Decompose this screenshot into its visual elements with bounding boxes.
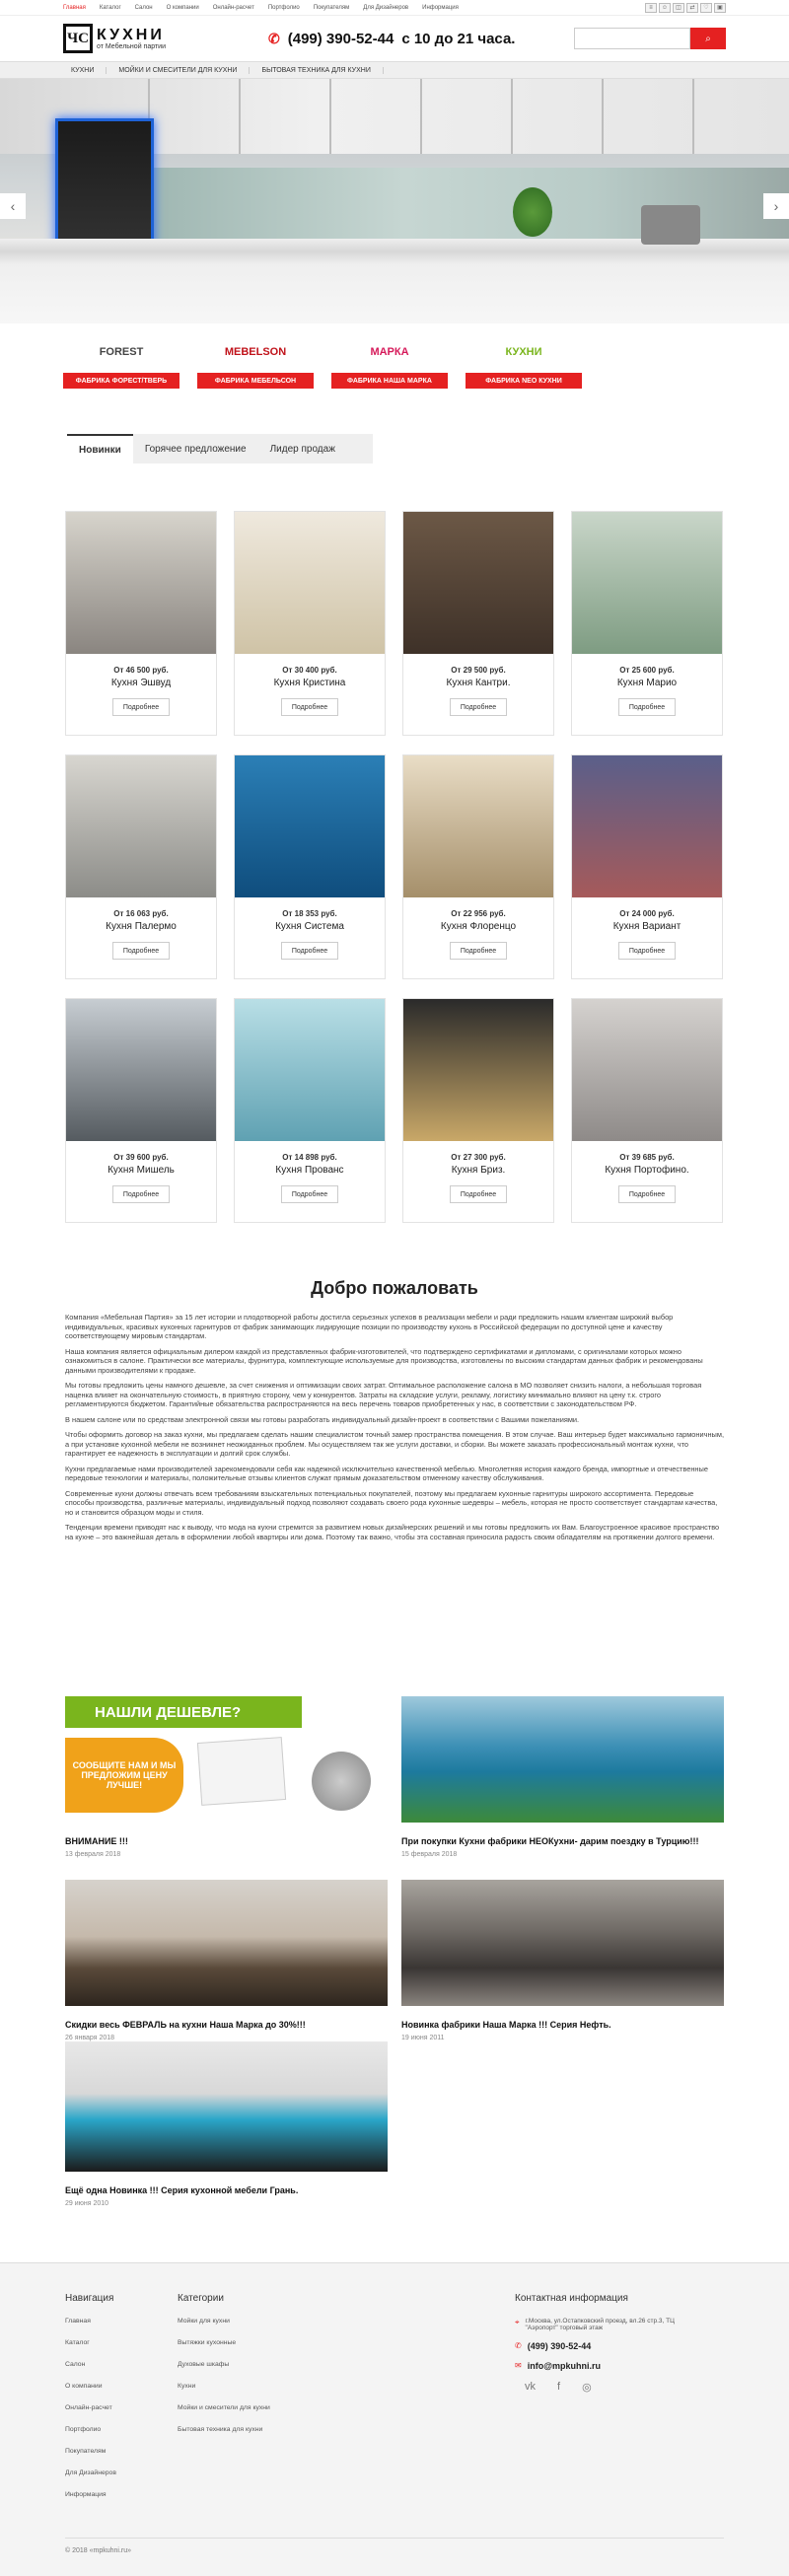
category-nav-item[interactable]: МОЙКИ И СМЕСИТЕЛИ ДЛЯ КУХНИ [107, 67, 250, 74]
top-nav-item[interactable]: Для Дизайнеров [363, 4, 409, 11]
product-card[interactable] [234, 998, 386, 1223]
product-image[interactable] [403, 755, 553, 897]
footer-nav-link[interactable]: Каталог [65, 2339, 90, 2346]
news-date: 19 июня 2011 [401, 2035, 445, 2041]
product-card[interactable] [402, 511, 554, 736]
news-item [65, 2041, 388, 2207]
product-price: От 30 400 руб. [282, 666, 337, 675]
product-details-button[interactable]: Подробнее [281, 1185, 338, 1203]
factory-item [67, 341, 176, 389]
product-card[interactable] [65, 998, 217, 1223]
product-image[interactable] [572, 999, 722, 1141]
news-item [65, 1696, 388, 1858]
product-image[interactable] [572, 512, 722, 654]
product-price: От 46 500 руб. [113, 666, 169, 675]
product-details-button[interactable]: Подробнее [281, 942, 338, 960]
news-image[interactable] [65, 1880, 388, 2006]
email-icon: ✉ [515, 2361, 522, 2370]
news-title[interactable]: ВНИМАНИЕ !!! [65, 1836, 128, 1846]
welcome-title: Добро пожаловать [311, 1278, 478, 1298]
product-price: От 29 500 руб. [451, 666, 506, 675]
contact-email-text[interactable]: info@mpkuhni.ru [527, 2361, 601, 2371]
news-date: 29 июня 2010 [65, 2200, 109, 2207]
product-image[interactable] [66, 999, 216, 1141]
footer-nav-link[interactable]: Главная [65, 2318, 91, 2325]
factory-logo[interactable]: MEBELSON [224, 346, 287, 358]
welcome-paragraph: Чтобы оформить договор на заказ кухни, мы предлагаем сделать нашим специалистом точный замер пространства помещения. В этом случае. Ваш интерьер будет максимально гармоничным, а при установке кухонной мебели не возникнет неожиданных проблем. Мы осуществляем так же услуги доставки, и сборки. Вы можете заказать профессиональный монтаж кухни, что гарантирует ее надежность в эксплуатации и долгий срок службы. [65, 1430, 725, 1458]
tab-bestseller[interactable]: Лидер продаж [269, 443, 335, 455]
footer-nav-link[interactable]: Онлайн-расчет [65, 2404, 112, 2411]
product-name[interactable]: Кухня Система [275, 921, 344, 932]
list-icon[interactable]: ≡ [645, 3, 657, 13]
news-image[interactable] [65, 2041, 388, 2172]
news-image[interactable] [401, 1880, 724, 2006]
banner-tell-us: СООБЩИТЕ НАМ И МЫ ПРЕДЛОЖИМ ЦЕНУ ЛУЧШЕ! [65, 1738, 183, 1813]
factory-item [469, 341, 578, 389]
product-name[interactable]: Кухня Марио [616, 678, 678, 688]
welcome-paragraph: Наша компания является официальным дилером каждой из представленных фабрик-изготовителей, что подтверждено сертификатами и дипломами, с оригиналами которых можно ознакомиться в салоне. Практически все материалы, фурнитура, комплектующие используемые для производства, изготовлены по высоким стандартам данных фабрик и рекомендованы данными производителями к продаже. [65, 1346, 703, 1375]
slide-image-counter [0, 239, 789, 323]
factories-row [0, 323, 789, 389]
footer-contacts [515, 2293, 682, 2394]
search-form [574, 28, 726, 49]
top-nav-item[interactable]: Онлайн-расчет [212, 4, 254, 11]
product-name[interactable]: Кухня Флоренцо [440, 921, 517, 932]
news-item [401, 1696, 724, 1858]
location-pin-icon: ⌖ [515, 2318, 520, 2326]
footer-category-link[interactable]: Мойки для кухни [178, 2318, 230, 2325]
welcome-paragraph: Современные кухни должны отвечать всем требованиям взыскательных потенциальных покупателей, поэтому мы предлагаем кухонные гарнитуры широкого ассортимента. Передовые способы производства, различные материалы, индивидуальный подход позволяют создавать своего рода кухонные шедевры – мебель, которая не просто соответствует стандартам качества, но и становится образцом моды и стиля. [65, 1488, 718, 1517]
top-nav-item[interactable]: Портфолио [267, 4, 300, 11]
product-price: От 39 600 руб. [113, 1153, 169, 1162]
lock-icon[interactable]: ▣ [714, 3, 726, 13]
top-nav-item[interactable]: О компании [166, 4, 199, 11]
footer-nav-link[interactable]: Покупателям [65, 2448, 107, 2455]
product-image[interactable] [235, 999, 385, 1141]
news-item [65, 1880, 388, 2041]
product-name[interactable]: Кухня Бриз. [451, 1165, 506, 1176]
product-price: От 22 956 руб. [451, 909, 506, 918]
factory-button[interactable]: ФАБРИКА МЕБЕЛЬСОН [197, 373, 314, 389]
footer-divider [65, 2538, 724, 2539]
search-input[interactable] [574, 28, 690, 49]
product-price: От 27 300 руб. [451, 1153, 506, 1162]
factory-button[interactable]: ФАБРИКА NEO КУХНИ [466, 373, 582, 389]
footer-contacts-title: Контактная информация [515, 2293, 628, 2304]
welcome-paragraph: Мы готовы предложить цены намного дешевле, за счет снижения и оптимизации своих затрат. Оптимальное расположение салона в МО позволяет снизить налоги, а небольшая торговая наценка влияет на окончательную стоимость, в приятную сторону, чем у конкурентов. Затраты на складские услуги, рекламу, логистику минимально влияют на цену т.к. строго регламентируются бюджетом. Гарантийные обязательства распространяются на весь перечень товаров приобретенных у нас, в соответствии с законодательством РФ. [65, 1381, 702, 1408]
footer-category-link[interactable]: Мойки и смесители для кухни [178, 2404, 270, 2411]
news-title[interactable]: При покупки Кухни фабрики НЕОКухни- дарим поездку в Турцию!!! [401, 1836, 699, 1846]
logo-mark: ЧС [63, 24, 93, 53]
news-image[interactable] [65, 1696, 388, 1823]
product-image[interactable] [403, 512, 553, 654]
product-image[interactable] [66, 755, 216, 897]
footer-nav-link[interactable]: О компании [65, 2383, 103, 2390]
contact-email [515, 2361, 682, 2371]
header [0, 16, 789, 61]
top-nav-item[interactable]: Покупателям [313, 4, 350, 11]
logo-title: КУХНИ [97, 26, 165, 43]
product-details-button[interactable]: Подробнее [450, 698, 507, 716]
footer-nav-link[interactable]: Портфолио [65, 2426, 102, 2433]
product-card[interactable] [402, 998, 554, 1223]
footer [0, 2262, 789, 2576]
product-details-button[interactable]: Подробнее [112, 1185, 170, 1203]
phone-icon: ✆ [268, 30, 280, 46]
top-utility-icons [645, 3, 726, 13]
vk-icon[interactable]: vk [525, 2381, 536, 2393]
news-image[interactable] [401, 1696, 724, 1823]
footer-category-link[interactable]: Вытяжки кухонные [178, 2339, 237, 2346]
facebook-icon[interactable]: f [557, 2381, 561, 2393]
product-image[interactable] [235, 512, 385, 654]
copyright: © 2018 «mpkuhni.ru» [65, 2547, 132, 2554]
contact-phone-text[interactable]: (499) 390-52-44 [527, 2341, 592, 2351]
footer-nav-link[interactable]: Информация [65, 2491, 107, 2498]
factory-item [335, 341, 444, 389]
product-tabs [67, 434, 373, 464]
product-card[interactable] [402, 754, 554, 979]
factory-logo[interactable]: МАРКА [370, 346, 409, 358]
footer-nav-link[interactable]: Салон [65, 2361, 86, 2368]
product-details-button[interactable]: Подробнее [450, 942, 507, 960]
news-title[interactable]: Новинка фабрики Наша Марка !!! Серия Нефть. [401, 2020, 611, 2030]
top-nav-item[interactable]: Каталог [99, 4, 121, 11]
product-image[interactable] [235, 755, 385, 897]
news-date: 13 февраля 2018 [65, 1851, 121, 1858]
phone-icon: ✆ [515, 2341, 522, 2350]
logo-subtitle: от Мебельной партии [97, 42, 166, 50]
product-name[interactable]: Кухня Прованс [275, 1165, 344, 1176]
welcome-section [65, 1278, 724, 1547]
product-name[interactable]: Кухня Кристина [273, 678, 346, 688]
contact-address-text: г.Москва, ул.Остапковский проезд, вл.26 стр.3, ТЦ "Аэропорт" торговый этаж [525, 2318, 675, 2331]
footer-category-link[interactable]: Духовые шкафы [178, 2361, 230, 2368]
phone-number[interactable]: (499) 390-52-44 [287, 30, 394, 47]
top-nav-item[interactable]: Салон [134, 4, 153, 11]
top-nav [63, 5, 459, 11]
product-name[interactable]: Кухня Кантри. [446, 678, 511, 688]
product-price: От 18 353 руб. [282, 909, 337, 918]
product-name[interactable]: Кухня Портофино. [605, 1165, 689, 1176]
product-details-button[interactable]: Подробнее [618, 1185, 676, 1203]
tab-hot-offer[interactable]: Горячее предложение [144, 443, 247, 455]
user-icon[interactable]: ☺ [659, 3, 671, 13]
product-details-button[interactable]: Подробнее [618, 698, 676, 716]
news-date: 26 января 2018 [65, 2035, 115, 2041]
footer-nav-link[interactable]: Для Дизайнеров [65, 2469, 116, 2476]
tab-new[interactable]: Новинки [67, 434, 133, 464]
cart-icon[interactable]: ◫ [673, 3, 684, 13]
welcome-paragraph: Компания «Мебельная Партия» за 15 лет истории и плодотворной работы достигла серьезных успехов в реализации мебели и ради предложить нашим клиентам широкий выбор индивидуальных, красивых кухонных гарнитуров от фабрик занимающих лидирующие позиции по производству кухонь в Российской федерации по доступной цене и качеству соответствующему мировым стандартам. [65, 1313, 674, 1340]
product-details-button[interactable]: Подробнее [281, 698, 338, 716]
news-date: 15 февраля 2018 [401, 1851, 458, 1858]
welcome-paragraph: Тенденции времени приводят нас к выводу, что мода на кухни стремится за развитием новых дизайнерских решений и мы готовы предложить их Вам. Благоустроенное красивое пространство на кухне – это важнейшая деталь в оформлении любой квартиры или дома. Поэтому так важно, чтобы эта составная приносила радость своим обладателям на протяжении долгого времени. [65, 1523, 720, 1541]
product-name[interactable]: Кухня Эшвуд [110, 678, 172, 688]
product-card[interactable] [234, 754, 386, 979]
product-price: От 16 063 руб. [113, 909, 169, 918]
favorite-icon[interactable]: ♡ [700, 3, 712, 13]
product-card[interactable] [571, 511, 723, 736]
slide-image-pot [641, 205, 700, 245]
product-grid [65, 511, 724, 1223]
slider-prev-arrow-icon[interactable]: ‹ [0, 193, 26, 219]
product-image[interactable] [572, 755, 722, 897]
product-image[interactable] [66, 512, 216, 654]
product-price: От 24 000 руб. [619, 909, 675, 918]
news-item [401, 1880, 724, 2041]
product-card[interactable] [65, 511, 217, 736]
welcome-paragraph: Кухни предлагаемые нами производителей зарекомендовали себя как надежной исключительно качественной мебелью. Многолетняя история каждого бренда, импортные и отечественные передовые технологии и материалы, положительные отзывы клиентов служат прямым доказательством отменному качеству обслуживания. [65, 1464, 708, 1482]
factory-logo[interactable]: FOREST [99, 346, 144, 358]
footer-category-link[interactable]: Кухни [178, 2383, 196, 2390]
top-nav-item[interactable]: Информация [422, 4, 459, 11]
slide-image-plant [513, 187, 552, 237]
product-image[interactable] [403, 999, 553, 1141]
product-card[interactable] [571, 754, 723, 979]
product-details-button[interactable]: Подробнее [450, 1185, 507, 1203]
factory-item [201, 341, 310, 389]
banner-note [197, 1737, 286, 1806]
category-nav-item[interactable]: КУХНИ [63, 67, 107, 74]
footer-nav-title: Навигация [65, 2293, 114, 2304]
contact-phone [515, 2341, 682, 2351]
header-phone [268, 31, 515, 47]
hero-slider [0, 79, 789, 323]
product-card[interactable] [234, 511, 386, 736]
top-nav-item[interactable]: Главная [63, 4, 86, 11]
footer-category-link[interactable]: Бытовая техника для кухни [178, 2426, 263, 2433]
news-title[interactable]: Ещё одна Новинка !!! Серия кухонной мебели Грань. [65, 2185, 299, 2195]
search-button[interactable] [690, 28, 726, 49]
category-nav-item[interactable]: БЫТОВАЯ ТЕХНИКА ДЛЯ КУХНИ [250, 67, 383, 74]
factory-button[interactable]: ФАБРИКА ФОРЕСТ/ТВЕРЬ [63, 373, 179, 389]
product-card[interactable] [65, 754, 217, 979]
news-title[interactable]: Скидки весь ФЕВРАЛЬ на кухни Наша Марка до 30%!!! [65, 2020, 306, 2030]
product-card[interactable] [571, 998, 723, 1223]
compare-icon[interactable]: ⇄ [686, 3, 698, 13]
product-details-button[interactable]: Подробнее [618, 942, 676, 960]
category-nav [0, 61, 789, 79]
product-details-button[interactable]: Подробнее [112, 942, 170, 960]
footer-categories-title: Категории [178, 2293, 224, 2304]
welcome-paragraph: В нашем салоне или по средствам электронной связи мы готовы разработать индивидуальный дизайн-проект в соответствии с Вашими пожеланиями. [65, 1414, 580, 1424]
factory-logo[interactable]: КУХНИ [505, 346, 542, 358]
product-name[interactable]: Кухня Мишель [108, 1165, 175, 1176]
product-details-button[interactable]: Подробнее [112, 698, 170, 716]
banner-found-cheaper: НАШЛИ ДЕШЕВЛЕ? [65, 1696, 302, 1728]
slider-next-arrow-icon[interactable]: › [763, 193, 789, 219]
logo[interactable] [63, 24, 166, 53]
footer-categories [178, 2293, 286, 2448]
slide-image-oven [55, 118, 154, 256]
footer-nav [65, 2293, 116, 2513]
product-price: От 39 685 руб. [619, 1153, 675, 1162]
instagram-icon[interactable]: ◎ [582, 2382, 592, 2394]
social-links [525, 2381, 682, 2394]
search-icon: ⌕ [705, 33, 711, 44]
product-price: От 25 600 руб. [619, 666, 675, 675]
product-price: От 14 898 руб. [282, 1153, 337, 1162]
top-bar [0, 0, 789, 16]
working-hours: с 10 до 21 часа. [401, 30, 516, 47]
piggy-bank-icon [312, 1752, 371, 1811]
product-name[interactable]: Кухня Палермо [106, 921, 177, 932]
product-name[interactable]: Кухня Вариант [612, 921, 681, 932]
factory-button[interactable]: ФАБРИКА НАША МАРКА [331, 373, 448, 389]
contact-address [515, 2318, 682, 2331]
